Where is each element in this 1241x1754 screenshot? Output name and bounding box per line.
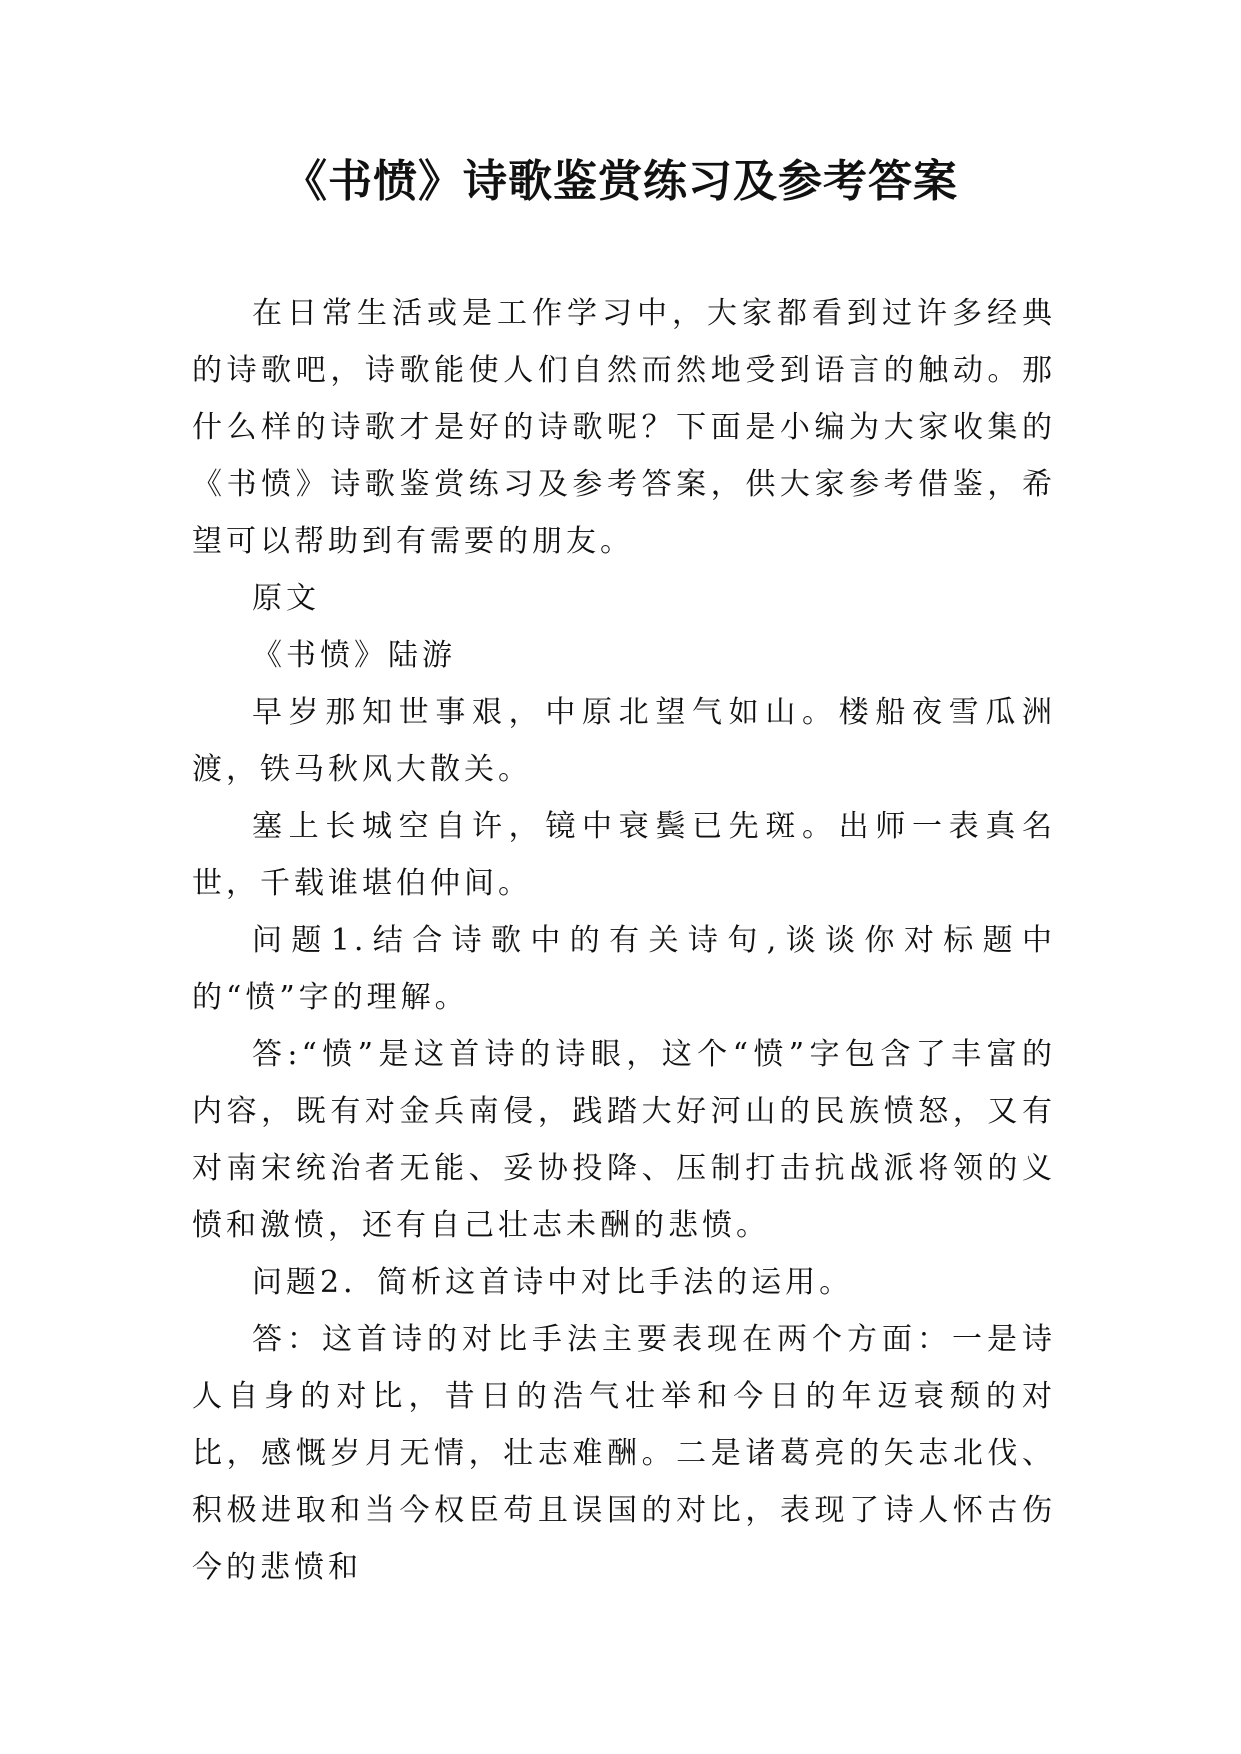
poem-stanza-1: 早岁那知世事艰，中原北望气如山。楼船夜雪瓜洲渡，铁马秋风大散关。	[192, 695, 1056, 787]
intro-paragraph: 在日常生活或是工作学习中，大家都看到过许多经典的诗歌吧，诗歌能使人们自然而然地受到语言的触动。那什么样的诗歌才是好的诗歌呢？下面是小编为大家收集的《书愤》诗歌鉴赏练习及参考答案，供大家参考借鉴，希望可以帮助到有需要的朋友。	[192, 296, 1056, 559]
answer-1: 答:“愤”是这首诗的诗眼，这个“愤”字包含了丰富的内容，既有对金兵南侵，践踏大好河山的民族愤怒，又有对南宋统治者无能、妥协投降、压制打击抗战派将领的义愤和激愤，还有自己壮志未酬的悲愤。	[192, 1037, 1056, 1243]
poem-stanza-2: 塞上长城空自许，镜中衰鬓已先斑。出师一表真名世，千载谁堪伯仲间。	[192, 809, 1056, 901]
question-2: 问题2．简析这首诗中对比手法的运用。	[252, 1265, 854, 1300]
answer-2: 答：这首诗的对比手法主要表现在两个方面：一是诗人自身的对比，昔日的浩气壮举和今日的年迈衰颓的对比，感慨岁月无情，壮志难酬。二是诸葛亮的矢志北伐、积极进取和当今权臣苟且误国的对比，表现了诗人怀古伤今的悲愤和	[192, 1322, 1056, 1585]
question-1: 问题1.结合诗歌中的有关诗句,谈谈你对标题中的“愤”字的理解。	[192, 923, 1056, 1015]
document-title: 《书愤》诗歌鉴赏练习及参考答案	[283, 156, 958, 207]
document-body	[192, 285, 1056, 1596]
section-heading-original-text: 原文	[252, 581, 320, 616]
poem-title-author: 《书愤》陆游	[252, 638, 456, 673]
